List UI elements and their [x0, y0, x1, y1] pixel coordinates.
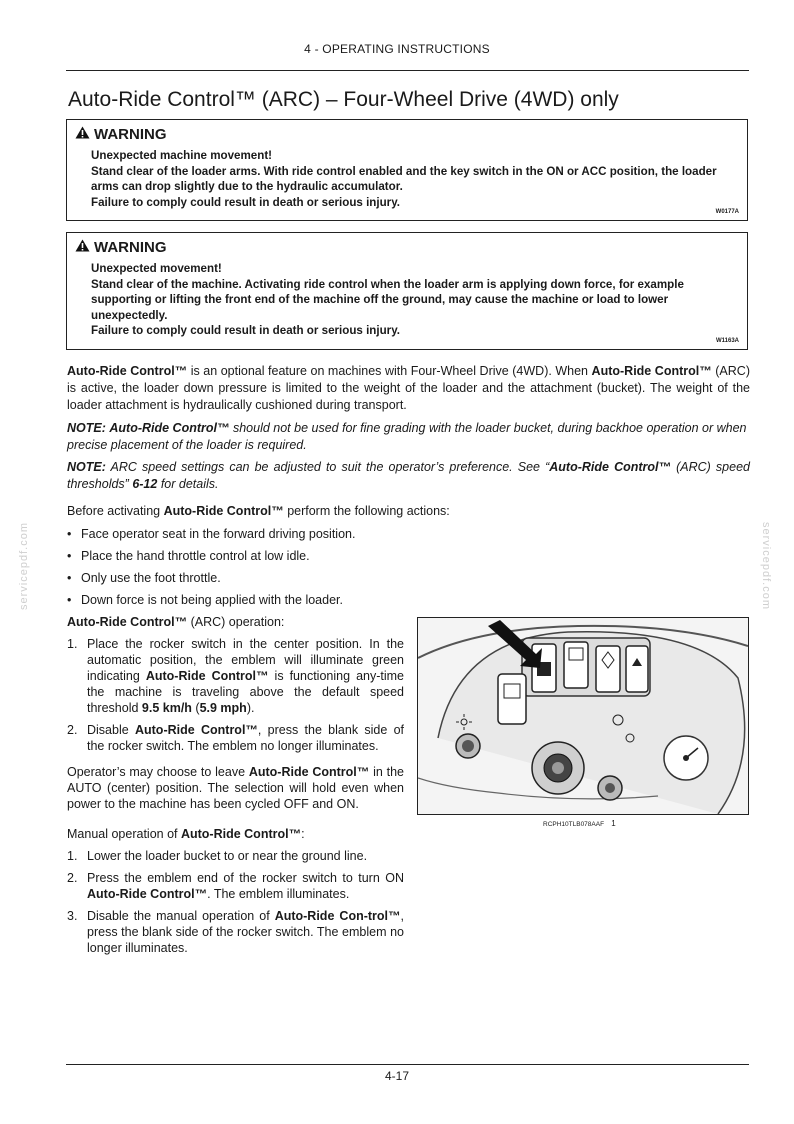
list-item: • Only use the foot throttle. — [67, 567, 487, 589]
brand-name: Auto-Ride Control™ — [248, 765, 370, 779]
brand-name: Auto-Ride Control™ — [163, 504, 284, 518]
page-number: 4-17 — [384, 1069, 410, 1083]
text-run: , press the blank side of the rocker switch. The emblem no longer illuminates. — [87, 909, 404, 955]
list-item-text: Place the hand throttle control at low idle. — [81, 549, 310, 563]
warning-triangle-icon — [75, 239, 90, 256]
list-item — [67, 870, 404, 902]
figure-id: RCPH10TLB078AAF — [543, 821, 605, 828]
watermark-left: servicepdf.com — [17, 522, 30, 610]
step-text — [87, 722, 404, 754]
text-run: Disable the manual operation of — [87, 909, 275, 923]
step-number: 3. — [67, 909, 78, 923]
warning-box-2 — [66, 232, 748, 350]
text-run: Before activating — [67, 504, 164, 518]
list-item: • Down force is not being applied with the loader. — [67, 589, 487, 611]
text-run: Disable — [87, 723, 135, 737]
watermark-right: servicepdf.com — [759, 522, 772, 610]
text-run: Press the emblem end of the rocker switch to turn ON — [87, 871, 404, 885]
section-heading — [67, 614, 404, 630]
header-rule — [66, 70, 749, 71]
page-title: Auto-Ride Control™ (ARC) – Four-Wheel Drive (4WD) only — [68, 88, 619, 111]
brand-name: Auto-Ride Control™ — [109, 421, 230, 435]
rocker-switch-arc — [532, 644, 556, 692]
warning-line: Unexpected machine movement! — [91, 149, 273, 162]
note-fine-grading — [67, 420, 750, 454]
warning-code: W1163A — [715, 338, 739, 344]
speed-value: 9.5 km/h — [141, 701, 192, 715]
text-run: Operator’s may choose to leave — [67, 765, 249, 779]
list-item-text: Down force is not being applied with the loader. — [81, 593, 343, 607]
brand-name: Auto-Ride Control™ — [134, 723, 258, 737]
brand-name: Auto-Ride Control™ — [145, 669, 269, 683]
before-activating-text — [67, 503, 750, 520]
running-header: 4 - OPERATING INSTRUCTIONS — [304, 42, 490, 56]
footer-rule — [66, 1064, 749, 1065]
text-run: (ARC) operation: — [187, 615, 285, 629]
step-text — [87, 870, 404, 902]
list-item: • Place the hand throttle control at low idle. — [67, 545, 487, 567]
warning-line: Failure to comply could result in death or serious injury. — [91, 324, 401, 338]
warning-heading: WARNING — [94, 238, 167, 256]
warning-line: Stand clear of the machine. Activating ride control when the loader arm is applying down force, for example supporting or lifting the front end of the machine off the ground, may cause the machine or load to lower unexpectedly. — [91, 277, 684, 322]
text-run: ). — [246, 701, 255, 715]
step-number: 2. — [67, 871, 78, 885]
warning-code: W0177A — [715, 209, 739, 215]
brand-name: Auto-Ride Control™ — [180, 827, 302, 841]
text-run: Manual operation of — [67, 827, 181, 841]
step-number: 2. — [67, 723, 78, 737]
brand-name: Auto-Ride Control™ — [67, 615, 188, 629]
note-label: NOTE: — [67, 421, 106, 435]
dashboard-switch-figure — [417, 617, 749, 815]
list-item — [67, 636, 404, 716]
brand-name: Auto-Ride Control™ — [87, 887, 208, 901]
text-run: , press the blank side of the rocker switch. The emblem no longer illuminates. — [87, 723, 404, 753]
cross-reference: Auto-Ride Control™ — [549, 460, 672, 474]
text-run: (ARC) is active, the loader down pressure is limited to the weight of the loader and the attachment (bucket). The weight of the loader attachment is hydraulically cushioned during transport. — [67, 364, 750, 412]
note-speed-settings — [67, 459, 750, 493]
warning-line: Unexpected movement! — [91, 262, 222, 275]
brand-name: Auto-Ride Con-trol™ — [274, 909, 401, 923]
page-reference: 6-12 — [132, 476, 158, 491]
text-run: Place the rocker switch in the center position. In the automatic position, the emblem will illuminate green indicating — [87, 637, 404, 683]
text-run: should not be used for fine grading with the loader bucket, during backhoe operation or when precise placement of the loader is required. — [67, 421, 747, 452]
gauge-icon — [664, 736, 708, 780]
speed-value: 5.9 mph — [199, 701, 247, 715]
preconditions-list — [67, 523, 487, 611]
intro-paragraph — [67, 363, 750, 413]
figure-caption — [543, 819, 616, 828]
warning-line: Stand clear of the loader arms. With ride control enabled and the key switch in the ON or ACC position, the loader arms can drop slightly due to the hydraulic accumulator. — [91, 164, 717, 194]
list-item-text: Only use the foot throttle. — [81, 571, 221, 585]
text-run: ARC speed settings can be adjusted to suit the operator’s preference. See “ — [105, 460, 550, 474]
figure-number: 1 — [611, 819, 616, 828]
step-number: 1. — [67, 849, 78, 863]
text-run: is an optional feature on machines with Four-Wheel Drive (4WD). When — [187, 364, 592, 378]
list-item — [67, 908, 404, 956]
list-item: • Face operator seat in the forward driving position. — [67, 523, 487, 545]
list-item — [67, 848, 404, 864]
arc-operation-section — [67, 614, 404, 962]
text-run: . The emblem illuminates. — [207, 887, 350, 901]
step-text — [87, 908, 404, 956]
warning-triangle-icon — [75, 126, 90, 143]
step-number: 1. — [67, 637, 78, 651]
section-heading — [67, 826, 404, 842]
text-run: perform the following actions: — [283, 504, 450, 518]
warning-line: Failure to comply could result in death or serious injury. — [91, 195, 401, 209]
text-run: in the AUTO (center) position. The selection will hold even when power to the machine has been cycled OFF and ON. — [67, 765, 404, 811]
list-item-text: Face operator seat in the forward driving position. — [81, 527, 356, 541]
text-run: ( — [191, 701, 200, 715]
brand-name: Auto-Ride Control™ — [67, 364, 188, 378]
text-run: (ARC) speed thresholds” — [67, 460, 750, 491]
brand-name: Auto-Ride Control™ — [591, 364, 712, 378]
list-item — [67, 722, 404, 754]
text-run: is functioning any-time the machine is traveling above the default speed threshold — [87, 669, 404, 715]
dashboard-illustration — [418, 618, 748, 814]
text-run: for details. — [157, 476, 219, 491]
warning-box-1 — [66, 119, 748, 221]
step-text — [87, 636, 404, 716]
note-label: NOTE: — [67, 460, 106, 474]
auto-position-paragraph — [67, 764, 404, 812]
text-run: : — [301, 827, 305, 841]
step-text: Lower the loader bucket to or near the ground line. — [87, 849, 368, 863]
warning-heading: WARNING — [94, 125, 167, 143]
